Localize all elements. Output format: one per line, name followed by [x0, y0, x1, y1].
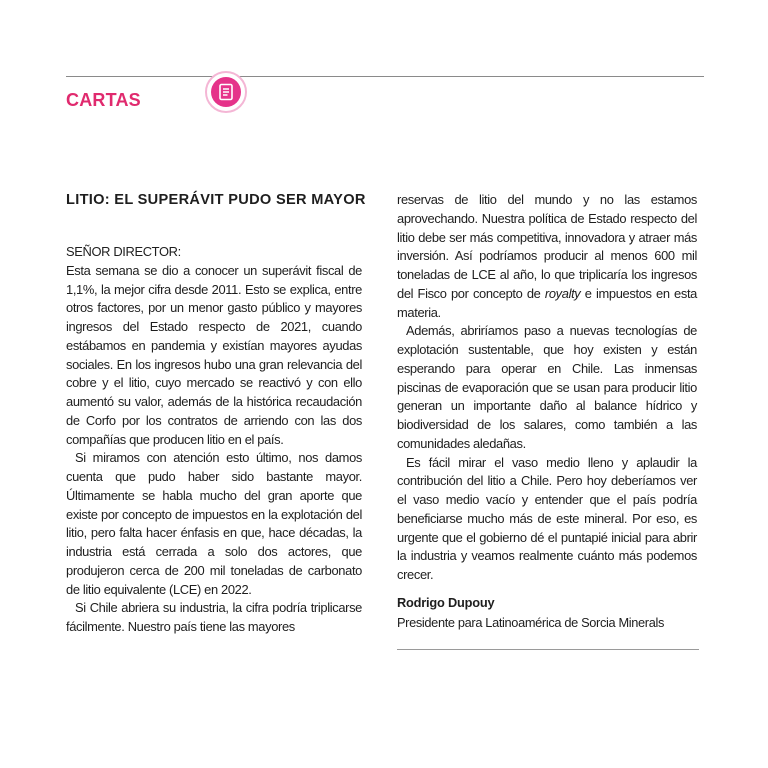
author-name: Rodrigo Dupouy — [397, 595, 495, 610]
document-icon — [215, 81, 237, 103]
signature-block — [397, 594, 697, 632]
paragraph-2: Si miramos con atención esto último, nos damos cuenta que pudo haber sido bastante mayor. Últimamente se habla mucho del gran aporte que existe por concepto de impuestos en la explotación del litio, pero falta hacer énfasis en que, hace décadas, la industria está cerrada a solo dos actores, que produjeron cerca de 200 mil toneladas de carbonato de litio equivalente (LCE) en 2022. — [66, 450, 362, 597]
paragraph-4: Además, abriríamos paso a nuevas tecnologías de explotación sustentable, que hoy existen y están esperando para operar en Chile. Las inmensas piscinas de evaporación que se usan para producir litio generan un importante daño al balance hídrico y biodiversidad de los salares, como también a las comunidades aledañas. — [397, 323, 697, 451]
bottom-rule — [397, 649, 699, 650]
paragraph-3-start: Si Chile abriera su industria, la cifra podría triplicarse fácilmente. Nuestro país tiene las mayores — [66, 600, 362, 634]
salutation: SEÑOR DIRECTOR: — [66, 244, 181, 259]
paragraph-3-continued — [397, 191, 697, 322]
top-rule — [66, 76, 704, 77]
paragraph-3-italic: royalty — [544, 285, 581, 301]
letter-document-icon — [205, 71, 247, 113]
paragraph-3-text-b: e impuestos en esta materia. — [397, 285, 697, 320]
paragraph-1: Esta semana se dio a conocer un superávit fiscal de 1,1%, la mejor cifra desde 2011. Esto se explica, entre otros factores, por un menor gasto público y mayores ingresos del Estado respecto de 2021, cuando estábamos en pandemia y existían mayores ayudas sociales. En los ingresos hubo una gran relevancia del cobre y el litio, cuyo mercado se reactivó y con ello aumentó su valor, además de la histórica recaudación de Corfo por los contratos de arriendo con las dos compañías que producen litio en el país. — [66, 262, 362, 447]
author-title: Presidente para Latinoamérica de Sorcia Minerals — [397, 615, 665, 630]
paragraph-5: Es fácil mirar el vaso medio lleno y aplaudir la contribución del litio a Chile. Pero hoy deberíamos ver el vaso medio vacío y entender que el país podría beneficiarse mucho más de este mineral. Por eso, es urgente que el gobierno dé el puntapié inicial para abrir la industria y veamos realmente cuánto más podemos crecer. — [397, 454, 697, 582]
article-column-left — [66, 243, 362, 637]
article-column-right — [397, 191, 697, 585]
article-headline: LITIO: EL SUPERÁVIT PUDO SER MAYOR — [66, 192, 366, 208]
paragraph-3-text-a: reservas de litio del mundo y no las estamos aprovechando. Nuestra política de Estado respecto del litio debe ser más competitiva, innovadora y atraer más inversión. Así podríamos producir al menos 600 mil toneladas de LCE al año, lo que triplicaría los ingresos del Fisco por concepto de — [397, 192, 697, 301]
section-title: CARTAS — [66, 90, 141, 110]
